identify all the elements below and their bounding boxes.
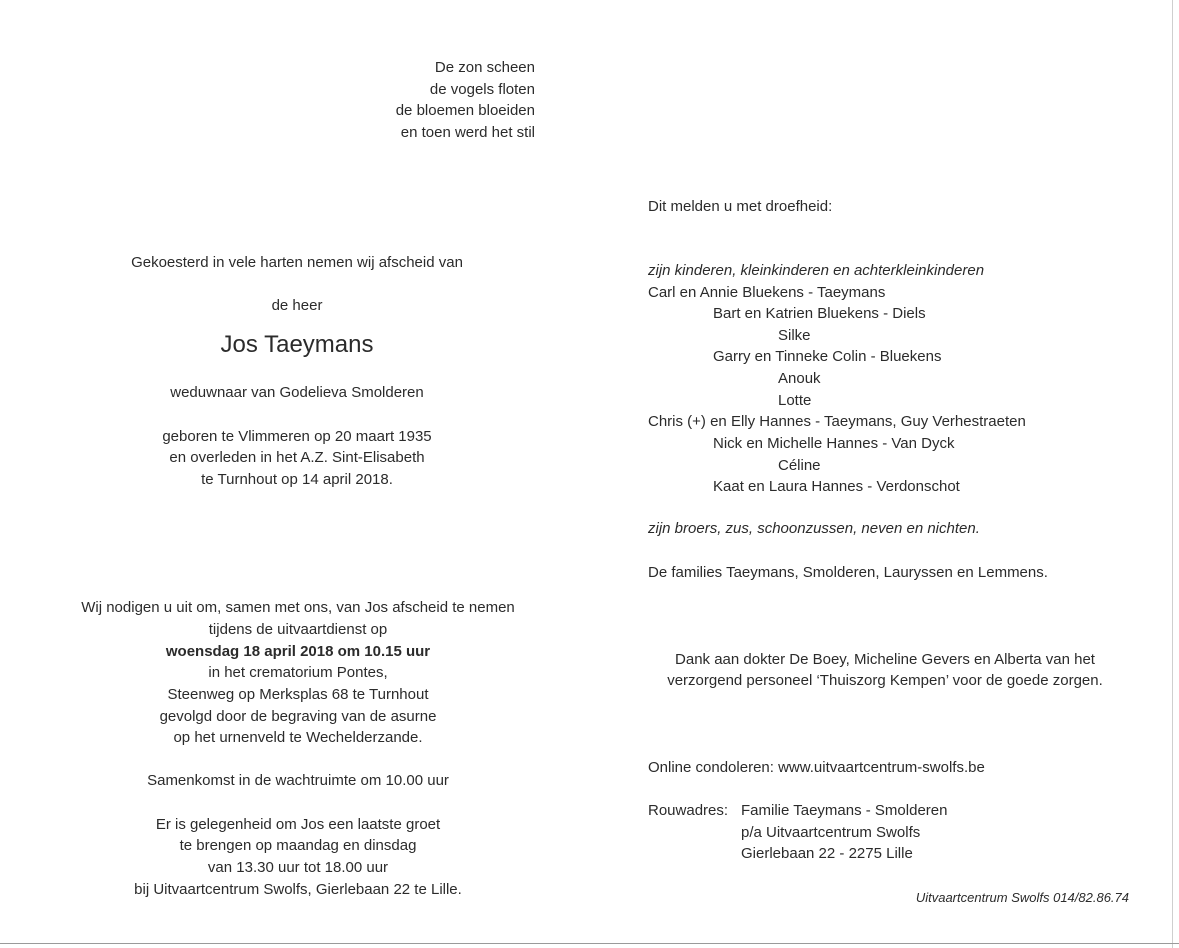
announce-text: Dit melden u met droefheid: (648, 198, 833, 215)
widower-line: weduwnaar van Godelieva Smolderen (170, 384, 424, 401)
intro-text: Gekoesterd in vele harten nemen wij afscheid van (131, 254, 463, 271)
invite-line-6: gevolgd door de begraving van de asurne (159, 708, 437, 725)
gathering-text: Samenkomst in de wachtruimte om 10.00 uur (147, 772, 449, 789)
family-member: Bart en Katrien Bluekens - Diels (713, 305, 926, 322)
invite-line-5: Steenweg op Merksplas 68 te Turnhout (167, 686, 429, 703)
poem-line-4: en toen werd het stil (400, 124, 535, 141)
address-label: Rouwadres: (648, 802, 729, 819)
deceased-title: de heer (271, 297, 323, 314)
visit-line-2: te brengen op maandag en dinsdag (179, 837, 417, 854)
deceased-name: Jos Taeymans (220, 331, 374, 358)
poem-line-2: de vogels floten (429, 81, 535, 98)
address-line-3: Gierlebaan 22 - 2275 Lille (741, 845, 913, 862)
family-heading: zijn kinderen, kleinkinderen en achterkleinkinderen (648, 262, 985, 279)
poem-line-1: De zon scheen (434, 59, 535, 76)
birth-line-2: en overleden in het A.Z. Sint-Elisabeth (169, 449, 425, 466)
family-member: Silke (778, 327, 811, 344)
online-condolence: Online condoleren: www.uitvaartcentrum-swolfs.be (648, 759, 985, 776)
thanks-line-2: verzorgend personeel ‘Thuiszorg Kempen’ voor de goede zorgen. (667, 672, 1103, 689)
invite-line-1: Wij nodigen u uit om, samen met ons, van Jos afscheid te nemen (81, 599, 515, 616)
family-member: Chris (+) en Elly Hannes - Taeymans, Guy Verhestraeten (648, 413, 1026, 430)
family-member: Kaat en Laura Hannes - Verdonschot (713, 478, 960, 495)
family-member: Lotte (778, 392, 812, 409)
invite-line-2: tijdens de uitvaartdienst op (208, 621, 388, 638)
thanks-line-1: Dank aan dokter De Boey, Micheline Gevers en Alberta van het (675, 651, 1095, 668)
siblings-text: zijn broers, zus, schoonzussen, neven en nichten. (648, 520, 980, 537)
funeral-date: woensdag 18 april 2018 om 10.15 uur (165, 643, 431, 660)
family-member: Anouk (778, 370, 821, 387)
page-edge-right (1172, 0, 1173, 948)
visit-line-1: Er is gelegenheid om Jos een laatste groet (155, 816, 441, 833)
page-edge-bottom (0, 943, 1179, 944)
invite-line-4: in het crematorium Pontes, (208, 664, 388, 681)
invite-line-7: op het urnenveld te Wechelderzande. (173, 729, 423, 746)
address-line-2: p/a Uitvaartcentrum Swolfs (741, 824, 921, 841)
poem-line-3: de bloemen bloeiden (395, 102, 535, 119)
funeral-home-footer: Uitvaartcentrum Swolfs 014/82.86.74 (915, 890, 1129, 905)
visit-line-4: bij Uitvaartcentrum Swolfs, Gierlebaan 22 te Lille. (134, 881, 462, 898)
family-member: Carl en Annie Bluekens - Taeymans (648, 284, 886, 301)
visit-line-3: van 13.30 uur tot 18.00 uur (207, 859, 389, 876)
families-text: De families Taeymans, Smolderen, Lauryssen en Lemmens. (648, 564, 1048, 581)
birth-line-1: geboren te Vlimmeren op 20 maart 1935 (162, 428, 432, 445)
birth-line-3: te Turnhout op 14 april 2018. (201, 471, 393, 488)
family-member: Nick en Michelle Hannes - Van Dyck (713, 435, 955, 452)
address-line-1: Familie Taeymans - Smolderen (741, 802, 948, 819)
family-member: Garry en Tinneke Colin - Bluekens (713, 348, 942, 365)
family-member: Céline (778, 457, 821, 474)
